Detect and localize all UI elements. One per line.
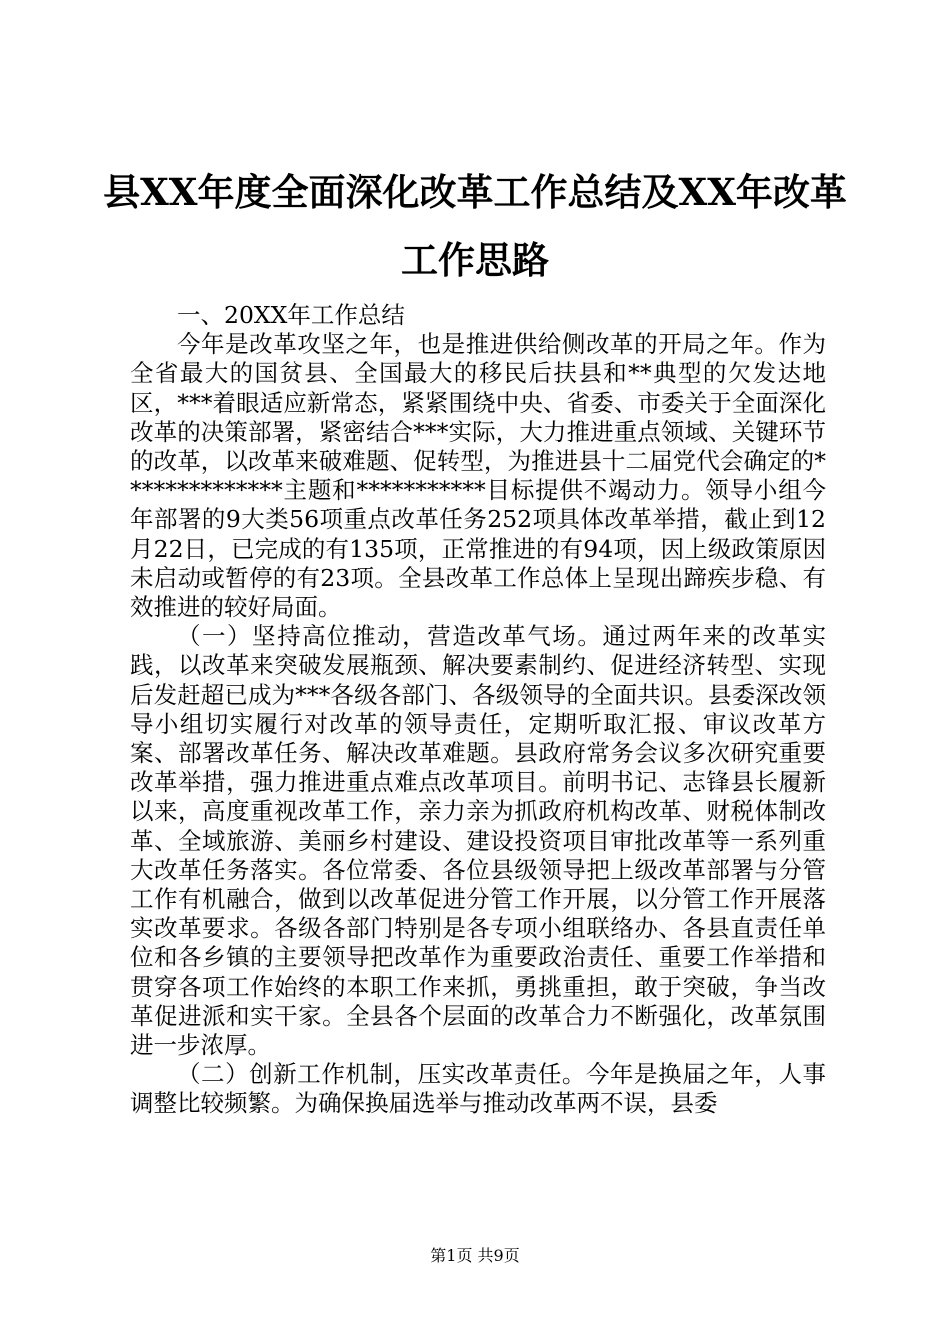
document-body — [130, 301, 826, 1119]
page-footer: 第1页 共9页 — [430, 1246, 520, 1265]
paragraph-section-2: （二）创新工作机制，压实改革责任。今年是换届之年，人事调整比较频繁。为确保换届选举与推动改革两不误，县委 — [130, 1060, 826, 1118]
document-title: 县XX年度全面深化改革工作总结及XX年改革工作思路 — [103, 170, 847, 282]
paragraph-intro: 今年是改革攻坚之年，也是推进供给侧改革的开局之年。作为全省最大的国贫县、全国最大的移民后扶县和**典型的欠发达地区，***着眼适应新常态，紧紧围绕中央、省委、市委关于全面深化改革的决策部署，紧密结合***实际，大力推进重点领域、关键环节的改革，以改革来破难题、促转型，为推进县十二届党代会确定的**************主题和***********目标提供不竭动力。领导小组今年部署的9大类56项重点改革任务252项具体改革举措，截止到12月22日，已完成的有135项，正常推进的有94项，因上级政策原因未启动或暂停的有23项。全县改革工作总体上呈现出蹄疾步稳、有效推进的较好局面。 — [130, 330, 826, 622]
paragraph-section-1: （一）坚持高位推动，营造改革气场。通过两年来的改革实践，以改革来突破发展瓶颈、解决要素制约、促进经济转型、实现后发赶超已成为***各级各部门、各级领导的全面共识。县委深改领导小组切实履行对改革的领导责任，定期听取汇报、审议改革方案、部署改革任务、解决改革难题。县政府常务会议多次研究重要改革举措，强力推进重点难点改革项目。前明书记、志锋县长履新以来，高度重视改革工作，亲力亲为抓政府机构改革、财税体制改革、全域旅游、美丽乡村建设、建设投资项目审批改革等一系列重大改革任务落实。各位常委、各位县级领导把上级改革部署与分管工作有机融合，做到以改革促进分管工作开展，以分管工作开展落实改革要求。各级各部门特别是各专项小组联络办、各县直责任单位和各乡镇的主要领导把改革作为重要政治责任、重要工作举措和贯穿各项工作始终的本职工作来抓，勇挑重担，敢于突破，争当改革促进派和实干家。全县各个层面的改革合力不断强化，改革氛围进一步浓厚。 — [130, 622, 826, 1060]
section-heading: 一、20XX年工作总结 — [177, 301, 405, 329]
